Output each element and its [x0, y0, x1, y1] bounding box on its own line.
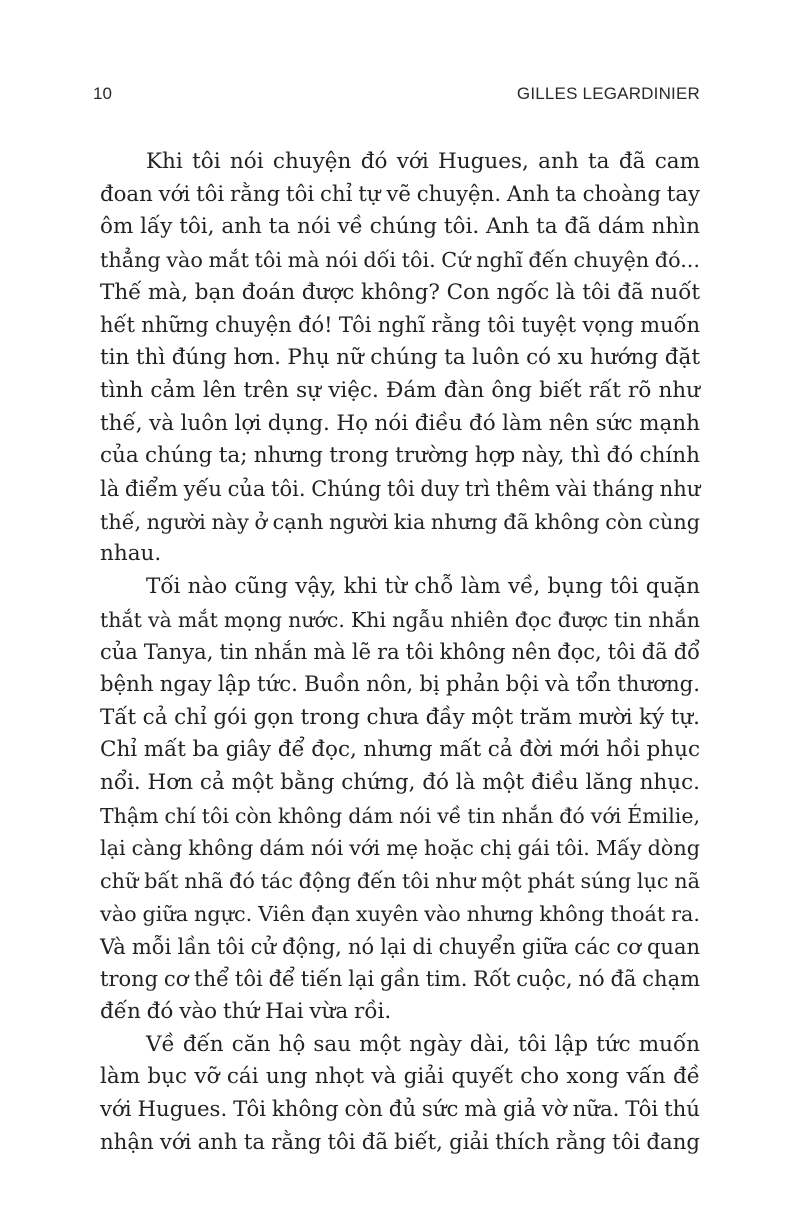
- text-line: Khi tôi nói chuyện đó với Hugues, anh ta đã cam: [146, 149, 700, 174]
- text-line: Tất cả chỉ gói gọn trong chưa đầy một trăm mười ký tự.: [100, 704, 700, 730]
- text-line: chữ bất nhã đó tác động đến tôi như một phát súng lục nã: [100, 869, 700, 894]
- text-line: Về đến căn hộ sau một ngày dài, tôi lập tức muốn: [146, 1031, 700, 1057]
- text-line: với Hugues. Tôi không còn đủ sức mà giả vờ nữa. Tôi thú: [100, 1096, 700, 1122]
- text-line: thế, và luôn lợi dụng. Họ nói điều đó làm nên sức mạnh: [100, 410, 700, 436]
- text-line: Thế mà, bạn đoán được không? Con ngốc là tôi đã nuốt: [100, 279, 700, 305]
- page-header: [93, 84, 700, 108]
- text-line: Tối nào cũng vậy, khi từ chỗ làm về, bụng tôi quặn: [146, 573, 700, 599]
- text-line: đoan với tôi rằng tôi chỉ tự vẽ chuyện. Anh ta choàng tay: [100, 181, 700, 207]
- text-line: nhau.: [100, 541, 162, 567]
- text-line: Chỉ mất ba giây để đọc, nhưng mất cả đời mới hồi phục: [100, 737, 700, 763]
- text-line: lại càng không dám nói với mẹ hoặc chị gái tôi. Mấy dòng: [100, 836, 700, 861]
- text-line: thắt và mắt mọng nước. Khi ngẫu nhiên đọc được tin nhắn: [100, 607, 700, 632]
- text-line: nổi. Hơn cả một bằng chứng, đó là một điều lăng nhục.: [100, 770, 700, 796]
- text-line: đến đó vào thứ Hai vừa rồi.: [100, 998, 392, 1024]
- text-line: nhận với anh ta rằng tôi đã biết, giải thích rằng tôi đang: [100, 1129, 700, 1155]
- text-line: của Tanya, tin nhắn mà lẽ ra tôi không nên đọc, tôi đã đổ: [100, 640, 700, 665]
- page-number: 10: [93, 84, 112, 103]
- text-line: tin thì đúng hơn. Phụ nữ chúng ta luôn có xu hướng đặt: [100, 345, 700, 371]
- text-line: làm bục vỡ cái ung nhọt và giải quyết cho xong vấn đề: [100, 1064, 700, 1090]
- text-line: Thậm chí tôi còn không dám nói về tin nhắn đó với Émilie,: [100, 803, 700, 828]
- text-line: ôm lấy tôi, anh ta nói về chúng tôi. Anh ta đã dám nhìn: [100, 214, 700, 240]
- text-line: thẳng vào mắt tôi mà nói dối tôi. Cứ nghĩ đến chuyện đó...: [100, 248, 700, 273]
- running-head-author: GILLES LEGARDINIER: [516, 84, 700, 103]
- text-line: trong cơ thể tôi để tiến lại gần tim. Rốt cuộc, nó đã chạm: [100, 967, 700, 992]
- text-line: là điểm yếu của tôi. Chúng tôi duy trì thêm vài tháng như: [100, 476, 701, 501]
- text-line: bệnh ngay lập tức. Buồn nôn, bị phản bội và tổn thương.: [100, 672, 700, 697]
- text-line: hết những chuyện đó! Tôi nghĩ rằng tôi tuyệt vọng muốn: [100, 313, 700, 338]
- text-line: của chúng ta; nhưng trong trường hợp này, thì đó chính: [100, 443, 700, 469]
- text-line: tình cảm lên trên sự việc. Đám đàn ông biết rất rõ như: [100, 377, 700, 403]
- body-text: [100, 146, 700, 1159]
- text-line: thế, người này ở cạnh người kia nhưng đã không còn cùng: [100, 509, 700, 534]
- text-line: vào giữa ngực. Viên đạn xuyên vào nhưng không thoát ra.: [100, 901, 700, 926]
- text-line: Và mỗi lần tôi cử động, nó lại di chuyển giữa các cơ quan: [100, 934, 700, 959]
